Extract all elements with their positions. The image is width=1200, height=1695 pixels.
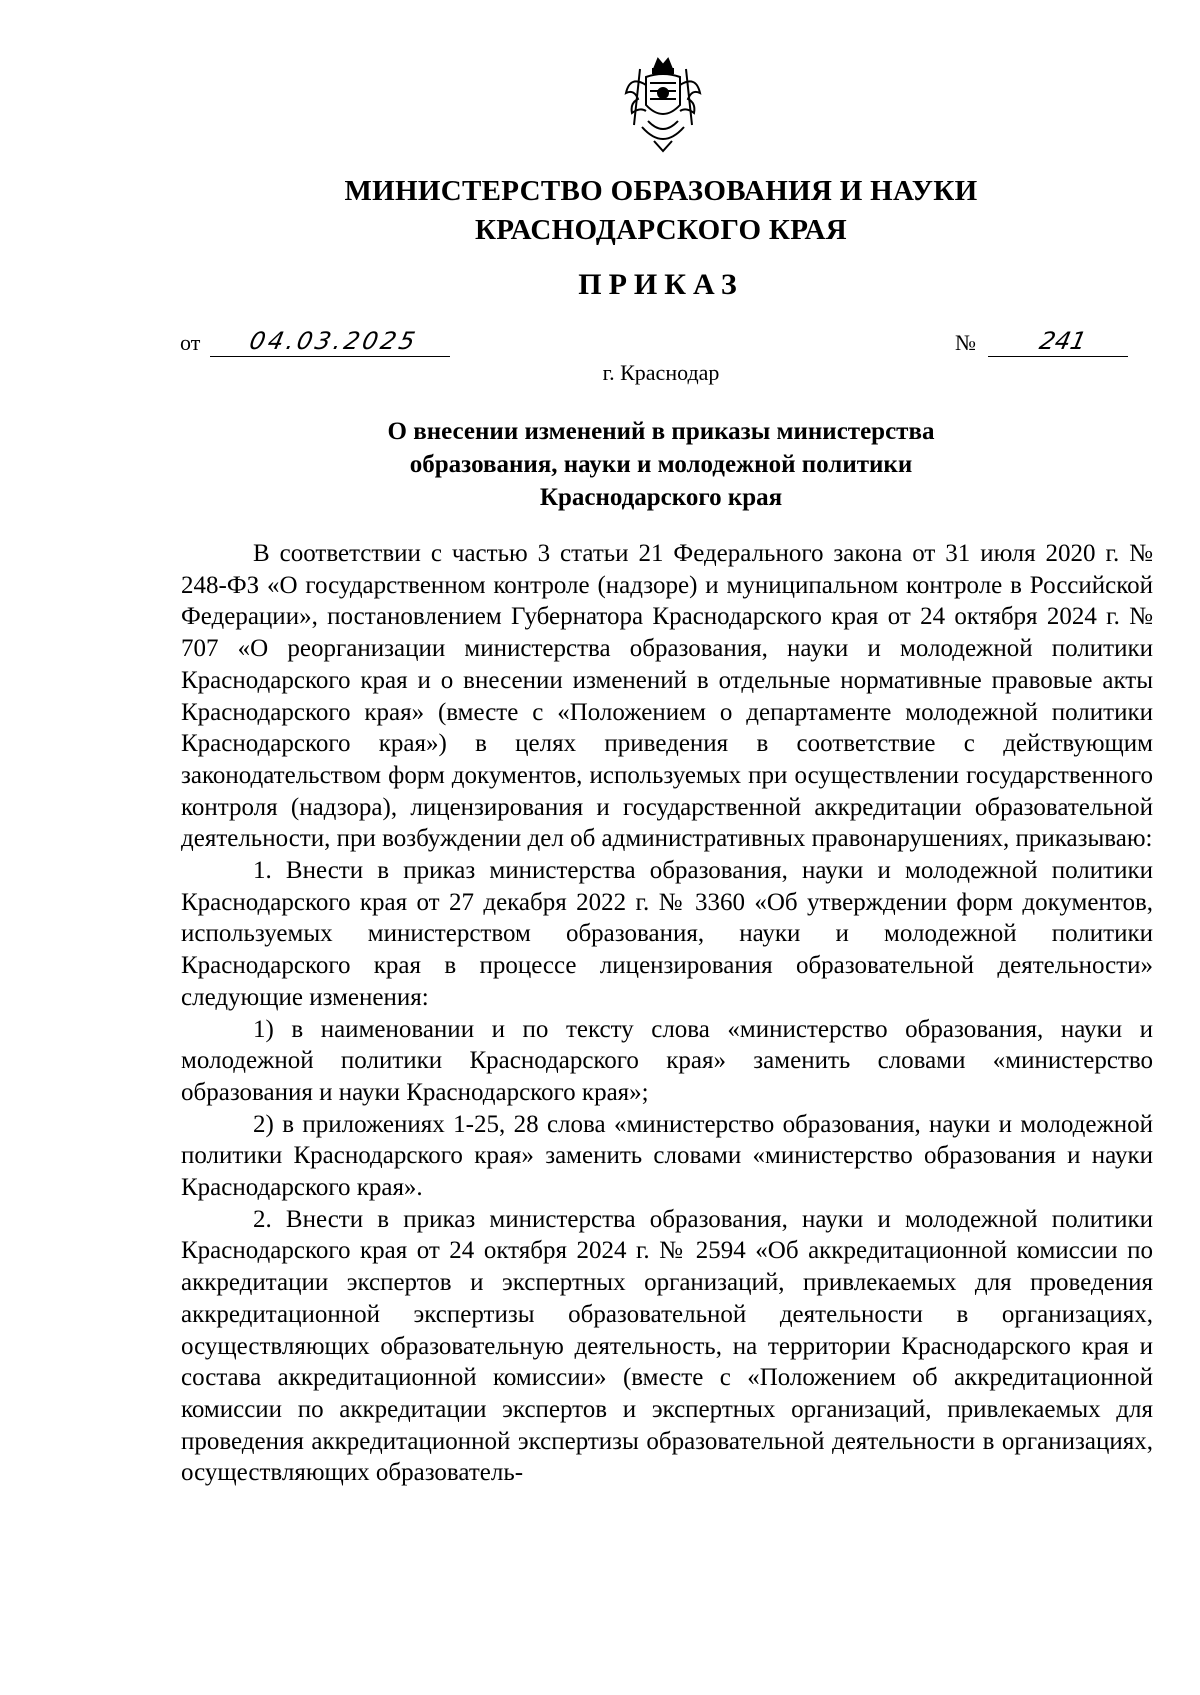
number-label: № — [955, 330, 976, 355]
title-line2: образования, науки и молодежной политики — [409, 451, 913, 478]
document-type: ПРИКАЗ — [578, 268, 744, 301]
city: г. Краснодар — [602, 360, 720, 385]
number-value: 241 — [1037, 327, 1089, 355]
ministry-name-line2: КРАСНОДАРСКОГО КРАЯ — [474, 214, 848, 246]
title-line3: Краснодарского края — [539, 484, 783, 511]
body-paragraph: 2) в приложениях 1-25, 28 слова «министерство образования, науки и молодежной политики Краснодарского края» заменить словами «министерство образования и науки Краснодарского края». — [181, 1110, 1153, 1202]
ministry-name-line1: МИНИСТЕРСТВО ОБРАЗОВАНИЯ И НАУКИ — [344, 175, 978, 207]
date-label: от — [180, 330, 201, 355]
body-paragraph: 1. Внести в приказ министерства образования, науки и молодежной политики Краснодарского края от 27 декабря 2022 г. № 3360 «Об утверждении форм документов, используемых министерством образования, науки и молодежной политики Краснодарского края в процессе лицензирования образовательной деятельности» следующие изменения: — [181, 857, 1153, 1011]
body-paragraph: В соответствии с частью 3 статьи 21 Федерального закона от 31 июля 2020 г. № 248-ФЗ «О государственном контроле (надзоре) и муниципальном контроле в Российской Федерации», постановлением Губернатора Краснодарского края от 24 октября 2024 г. № 707 «О реорганизации министерства образования, науки и молодежной политики Краснодарского края и о внесении изменений в отдельные нормативные правовые акты Краснодарского края» (вместе с «Положением о департаменте молодежной политики Краснодарского края») в целях приведения в соответствие с действующим законодательством форм документов, используемых при осуществлении государственного контроля (надзора), лицензирования и государственной аккредитации образовательной деятельности, при возбуждении дел об административных правонарушениях, приказываю: — [181, 540, 1153, 853]
date-value: 04.03.2025 — [247, 327, 421, 355]
number-underline — [988, 356, 1128, 357]
document-title — [0, 415, 1200, 514]
ministry-name — [0, 172, 1200, 250]
document-body — [181, 538, 1153, 1489]
body-paragraph: 1) в наименовании и по тексту слова «министерство образования, науки и молодежной политики Краснодарского края» заменить словами «министерство образования и науки Краснодарского края»; — [181, 1015, 1153, 1106]
date-underline — [210, 356, 450, 357]
body-paragraph: 2. Внести в приказ министерства образования, науки и молодежной политики Краснодарского края от 24 октября 2024 г. № 2594 «Об аккредитационной комиссии по аккредитации экспертов и экспертных организаций, привлекаемых для проведения аккредитационной экспертизы образовательной деятельности в организациях, осуществляющих образовательную деятельность, на территории Краснодарского края и состава аккредитационной комиссии» (вместе с «Положением об аккредитационной комиссии по аккредитации экспертов и экспертных организаций, привлекаемых для проведения аккредитационной экспертизы образовательной деятельности в организациях, осуществляющих образователь- — [181, 1205, 1153, 1487]
title-line1: О внесении изменений в приказы министерства — [387, 418, 935, 445]
krasnodar-coat-of-arms-icon — [620, 55, 706, 155]
